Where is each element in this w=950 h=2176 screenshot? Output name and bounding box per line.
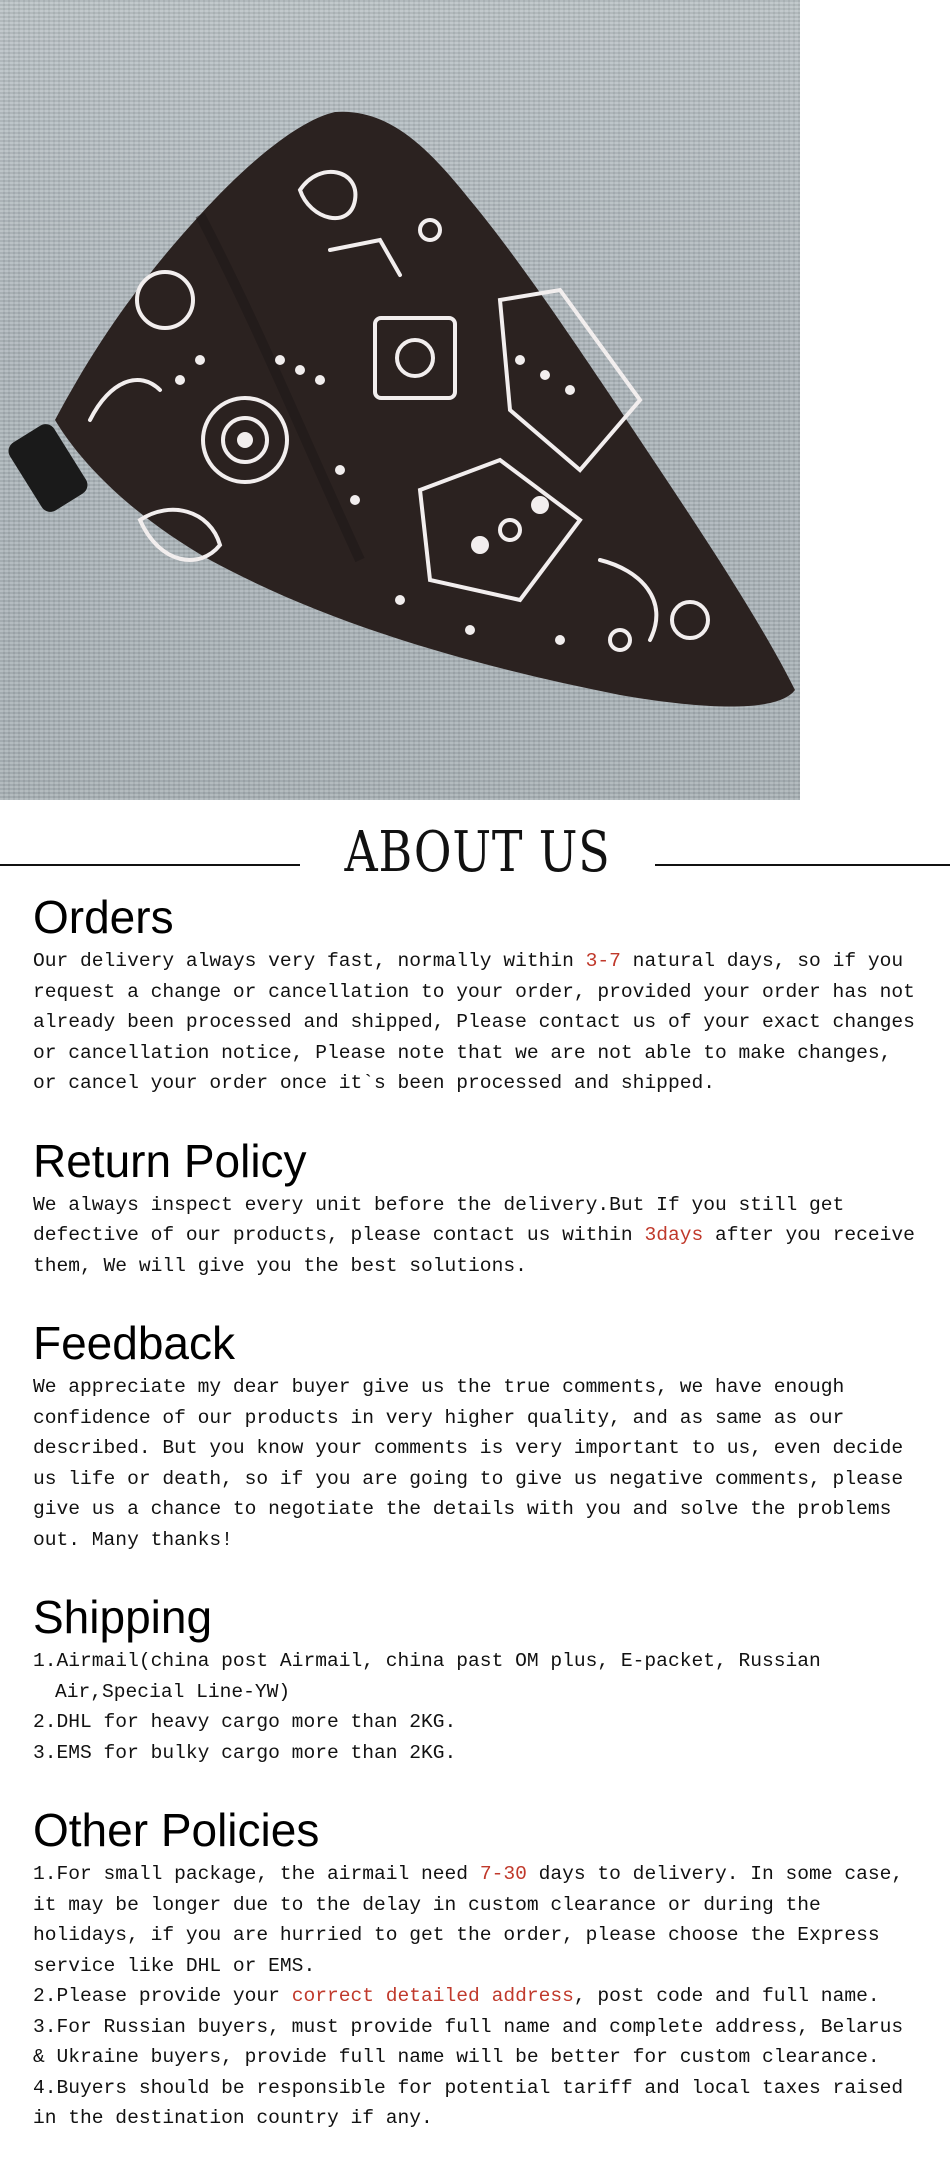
policy-text-part: 1.For small package, the airmail need <box>33 1863 480 1885</box>
shipping-heading: Shipping <box>33 1591 213 1643</box>
policy-text-part: , post code and full name. <box>573 1985 880 2007</box>
policy-text-part: days to delivery. In some case, it may be longer due to the delay in custom clearance or during the holidays, if you are hurried to get the order, please choose the Express service like DHL or EMS. <box>33 1863 904 1977</box>
return-policy-text <box>33 1190 923 1282</box>
policy-text-part: 2.Please provide your <box>33 1985 292 2007</box>
policy-item: 3.For Russian buyers, must provide full name and complete address, Belarus & Ukraine buyers, provide full name will be better for custom clearance. <box>33 2015 904 2068</box>
shipping-section <box>33 1588 923 1768</box>
shipping-item: 3.EMS for bulky cargo more than 2KG. <box>33 1741 457 1764</box>
orders-section <box>33 888 923 1099</box>
shipping-item: 1.Airmail(china post Airmail, china past OM plus, E-packet, Russian Air,Special Line-YW) <box>33 1650 821 1703</box>
feedback-section <box>33 1314 923 1555</box>
product-photo <box>0 0 800 800</box>
policy-highlight: 7-30 <box>479 1863 527 1885</box>
policy-item: 4.Buyers should be responsible for potential tariff and local taxes raised in the destination country if any. <box>33 2076 904 2129</box>
policy-highlight: correct detailed address <box>291 1985 574 2007</box>
orders-text <box>33 946 923 1099</box>
policy-item <box>33 1981 923 2012</box>
orders-highlight: 3-7 <box>585 950 621 972</box>
other-policies-section <box>33 1801 923 2134</box>
orders-text-part: Our delivery always very fast, normally within <box>33 950 586 972</box>
feedback-heading: Feedback <box>33 1317 236 1369</box>
orders-text-part: natural days, so if you request a change or cancellation to your order, provided your order has not already been processed and shipped, Please contact us of your exact changes or cancellation notice, Please note that we are not able to make changes, or cancel your order once it`s been processed and shipped. <box>33 950 915 1094</box>
return-policy-section <box>33 1132 923 1282</box>
shipping-item: 2.DHL for heavy cargo more than 2KG. <box>33 1711 457 1733</box>
about-title: ABOUT US <box>344 820 611 885</box>
return-policy-heading: Return Policy <box>33 1134 307 1187</box>
other-policies-heading: Other Policies <box>33 1804 320 1856</box>
feedback-text: We appreciate my dear buyer give us the true comments, we have enough confidence of our products in very higher quality, and as same as our described. But you know your comments is very important to us, even decide us life or death, so if you are going to give us negative comments, please give us a chance to negotiate the details with you and solve the problems out. Many thanks! <box>33 1376 904 1551</box>
return-text-part: after you receive them, We will give you the best solutions. <box>33 1224 915 1277</box>
return-highlight: 3days <box>644 1224 704 1246</box>
policy-item <box>33 1859 923 1981</box>
divider-left <box>0 864 300 866</box>
policy-content <box>33 888 923 2167</box>
orders-heading: Orders <box>33 891 174 943</box>
divider-right <box>655 864 950 866</box>
bandana-illustration <box>0 0 800 800</box>
return-text-part: We always inspect every unit before the delivery.But If you still get defective of our products, please contact us within <box>33 1193 845 1246</box>
